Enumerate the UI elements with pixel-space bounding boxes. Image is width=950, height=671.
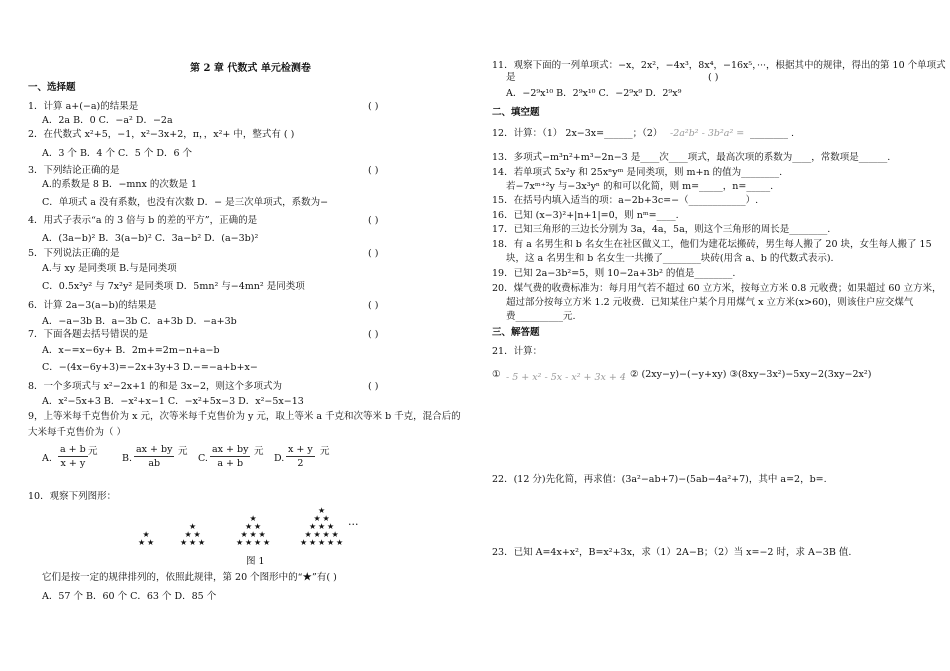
question-21-expression-1: - 5 + x² - 5x - x² + 3x + 4 xyxy=(506,372,626,383)
question-10: 10．观察下列图形： xyxy=(28,491,117,502)
question-7: 7．下面各题去括号错误的是 xyxy=(28,329,149,340)
star-mark: ★ xyxy=(318,506,326,515)
star-mark: ★ xyxy=(331,530,339,539)
options-5-ab: A.与 xy 是同类项 B.与是同类项 xyxy=(42,263,177,274)
option-9d-fraction xyxy=(286,444,315,469)
options-8: A．x²−5x+3 B．−x²+x−1 C．−x²+5x−3 D．x²−5x−13 xyxy=(42,396,304,407)
question-18-line-2: 块，这 a 名男生和 b 名女生一共搬了________块砖(用含 a、b 的代数式表示). xyxy=(506,253,834,264)
question-16: 16．已知 (x−3)²+|n+1|=0，则 nᵐ=____. xyxy=(492,210,679,221)
options-4: A．(3a−b)² B．3(a−b)² C．3a−b² D．(a−3b)² xyxy=(42,233,259,244)
question-12-expression: -2a²b² - 3b²a² = xyxy=(670,128,745,139)
options-3-ab: A.的系数是 8 B．−mnx 的次数是 1 xyxy=(42,179,197,190)
section-fill-heading: 二、填空题 xyxy=(492,107,540,118)
star-mark: ★ xyxy=(245,538,253,547)
star-mark: ★ xyxy=(142,530,150,539)
star-mark: ★ xyxy=(236,538,244,547)
question-14-line-1: 14．若单项式 5x²y 和 25xⁿyᵐ 是同类项，则 m+n 的值为________. xyxy=(492,167,783,178)
star-mark: ★ xyxy=(147,538,155,547)
question-19: 19．已知 2a−3b²=5，则 10−2a+3b² 的值是________. xyxy=(492,268,736,279)
options-11: A．−2⁹x¹⁰ B．2⁹x¹⁰ C．−2⁹x⁹ D．2⁹x⁹ xyxy=(506,88,682,99)
option-9c-unit: 元 xyxy=(254,446,264,457)
answer-paren-5: ( ) xyxy=(368,248,379,259)
option-9b-denominator: ab xyxy=(148,458,161,469)
answer-paren-3: ( ) xyxy=(368,165,379,176)
star-mark: ★ xyxy=(309,538,317,547)
question-3: 3．下列结论正确的是 xyxy=(28,165,120,176)
star-mark: ★ xyxy=(309,522,317,531)
star-mark: ★ xyxy=(327,538,335,547)
star-mark: ★ xyxy=(318,538,326,547)
section-solve-heading: 三、解答题 xyxy=(492,327,540,338)
star-mark: ★ xyxy=(254,538,262,547)
options-7-ab: A．x−=x−6y+ B．2m+=2m−n+a−b xyxy=(42,345,220,356)
option-9b-fraction xyxy=(134,444,174,469)
star-mark: ★ xyxy=(322,530,330,539)
star-mark: ★ xyxy=(304,530,312,539)
option-9b-numerator: ax + by xyxy=(136,444,173,455)
star-mark: ★ xyxy=(336,538,344,547)
question-23: 23．已知 A=4x+x²，B=x²+3x，求（1）2A−B；（2）当 x=−2 时，求 A−3B 值. xyxy=(492,547,852,558)
option-9d-label: D. xyxy=(274,453,285,464)
answer-paren-4: ( ) xyxy=(368,215,379,226)
star-mark: ★ xyxy=(138,538,146,547)
star-mark: ★ xyxy=(249,530,257,539)
star-mark: ★ xyxy=(198,538,206,547)
options-6: A．−a−3b B．a−3b C．a+3b D．−a+3b xyxy=(42,316,237,327)
question-10-text: 它们是按一定的规律排列的，依照此规律，第 20 个图形中的“★”有( ) xyxy=(42,572,337,583)
answer-paren-8: ( ) xyxy=(368,381,379,392)
options-5-cd: C．0.5x²y² 与 7x²y² 是同类项 D．5mn² 与−4mn² 是同类项 xyxy=(42,281,305,292)
option-9b-label: B. xyxy=(122,453,133,464)
question-21-item-1-marker: ① xyxy=(492,369,501,380)
question-18-line-1: 18．有 a 名男生和 b 名女生在社区做义工，他们为建花坛搬砖，男生每人搬了 20 块，女生每人搬了 15 xyxy=(492,239,932,250)
question-13: 13．多项式−m³n²+m³−2n−3 是____次____项式，最高次项的系数为____，常数项是______. xyxy=(492,152,891,163)
option-9d-unit: 元 xyxy=(320,446,330,457)
star-mark: ★ xyxy=(263,538,271,547)
question-20-line-3: 费__________元. xyxy=(506,311,576,322)
option-9c-fraction xyxy=(210,444,250,469)
star-mark: ★ xyxy=(313,514,321,523)
option-9a-denominator: x + y xyxy=(60,458,86,469)
option-9b-unit: 元 xyxy=(178,446,188,457)
options-2: A．3 个 B．4 个 C．5 个 D．6 个 xyxy=(42,148,193,159)
options-1: A．2a B．0 C．−a² D．−2a xyxy=(42,115,173,126)
star-mark: ★ xyxy=(327,522,335,531)
question-15: 15．在括号内填入适当的项：a−2b+3c=−（____________）. xyxy=(492,195,759,206)
star-pattern-figure xyxy=(138,505,378,545)
figure-ellipsis: ··· xyxy=(348,518,359,531)
star-mark: ★ xyxy=(189,538,197,547)
question-4: 4．用式子表示“a 的 3 倍与 b 的差的平方”，正确的是 xyxy=(28,215,258,226)
star-mark: ★ xyxy=(258,530,266,539)
answer-paren-11: ( ) xyxy=(708,72,719,83)
question-5: 5．下列说法正确的是 xyxy=(28,248,120,259)
option-9a-numerator: a + b xyxy=(60,444,86,455)
star-mark: ★ xyxy=(184,530,192,539)
option-9c-numerator: ax + by xyxy=(212,444,249,455)
question-11-line-1: 11．观察下面的一列单项式：−x，2x²，−4x³，8x⁴，−16x⁵，···，根据其中的规律，得出的第 10 个单项式 xyxy=(492,60,946,71)
options-3-cd: C．单项式 a 没有系数，也没有次数 D．− 是三次单项式，系数为− xyxy=(42,197,329,208)
star-mark: ★ xyxy=(322,514,330,523)
option-9d-denominator: 2 xyxy=(297,458,304,469)
answer-paren-1: ( ) xyxy=(368,101,379,112)
star-mark: ★ xyxy=(193,530,201,539)
options-10: A．57 个 B．60 个 C．63 个 D．85 个 xyxy=(42,591,217,602)
question-20-line-2: 超过部分按每立方米 1.2 元收费．已知某住户某个月用煤气 x 立方米(x>60)，则该住户应交煤气 xyxy=(506,297,914,308)
question-2: 2．在代数式 x²+5，−1，x²−3x+2，π，，x²+ 中，整式有 ( ) xyxy=(28,129,295,140)
question-8: 8．一个多项式与 x²−2x+1 的和是 3x−2，则这个多项式为 xyxy=(28,381,283,392)
answer-paren-6: ( ) xyxy=(368,300,379,311)
star-mark: ★ xyxy=(180,538,188,547)
question-9-line-2: 大米每千克售价为（ ） xyxy=(28,427,127,438)
question-1: 1．计算 a+(−a)的结果是 xyxy=(28,101,139,112)
option-9a-fraction xyxy=(58,444,88,469)
star-mark: ★ xyxy=(318,522,326,531)
star-mark: ★ xyxy=(189,522,197,531)
option-9a-unit: 元 xyxy=(88,446,98,457)
question-6: 6．计算 2a−3(a−b)的结果是 xyxy=(28,300,157,311)
star-mark: ★ xyxy=(249,514,257,523)
question-21-items-2-3: ② (2xy−y)−(−y+xy) ③(8xy−3x²)−5xy−2(3xy−2x²) xyxy=(630,369,872,380)
question-20-line-1: 20．煤气费的收费标准为：每月用气若不超过 60 立方米，按每立方米 0.8 元收费；如果超过 60 立方米， xyxy=(492,283,942,294)
question-22: 22．(12 分)先化简，再求值：(3a²−ab+7)−(5ab−4a²+7)，其中 a=2，b=. xyxy=(492,474,827,485)
exam-title: 第 2 章 代数式 单元检测卷 xyxy=(190,63,311,74)
option-9c-label: C. xyxy=(198,453,208,464)
option-9d-numerator: x + y xyxy=(288,444,313,455)
question-11-line-2: 是 xyxy=(506,72,516,83)
options-7-cd: C．−(4x−6y+3)=−2x+3y+3 D.−=−a+b+x− xyxy=(42,362,258,373)
question-12-blank: ________ . xyxy=(750,128,795,139)
star-mark: ★ xyxy=(240,530,248,539)
question-17: 17．已知三角形的三边长分别为 3a，4a，5a，则这个三角形的周长是________. xyxy=(492,224,831,235)
answer-paren-7: ( ) xyxy=(368,329,379,340)
star-mark: ★ xyxy=(313,530,321,539)
option-9a-label: A. xyxy=(42,453,52,464)
question-21: 21．计算： xyxy=(492,346,543,357)
star-mark: ★ xyxy=(254,522,262,531)
star-mark: ★ xyxy=(300,538,308,547)
question-12: 12．计算：（1） 2x−3x=______；（2） xyxy=(492,128,663,139)
question-14-line-2: 若−7xᵐ⁺²y 与−3x³yⁿ 的和可以化简，则 m=_____，n=_____. xyxy=(506,181,774,192)
figure-caption: 图 1 xyxy=(246,556,265,567)
section-choice-heading: 一、选择题 xyxy=(28,82,76,93)
question-9-line-1: 9，上等米每千克售价为 x 元，次等米每千克售价为 y 元，取上等米 a 千克和次等米 b 千克，混合后的 xyxy=(28,411,461,422)
option-9c-denominator: a + b xyxy=(217,458,244,469)
star-mark: ★ xyxy=(245,522,253,531)
